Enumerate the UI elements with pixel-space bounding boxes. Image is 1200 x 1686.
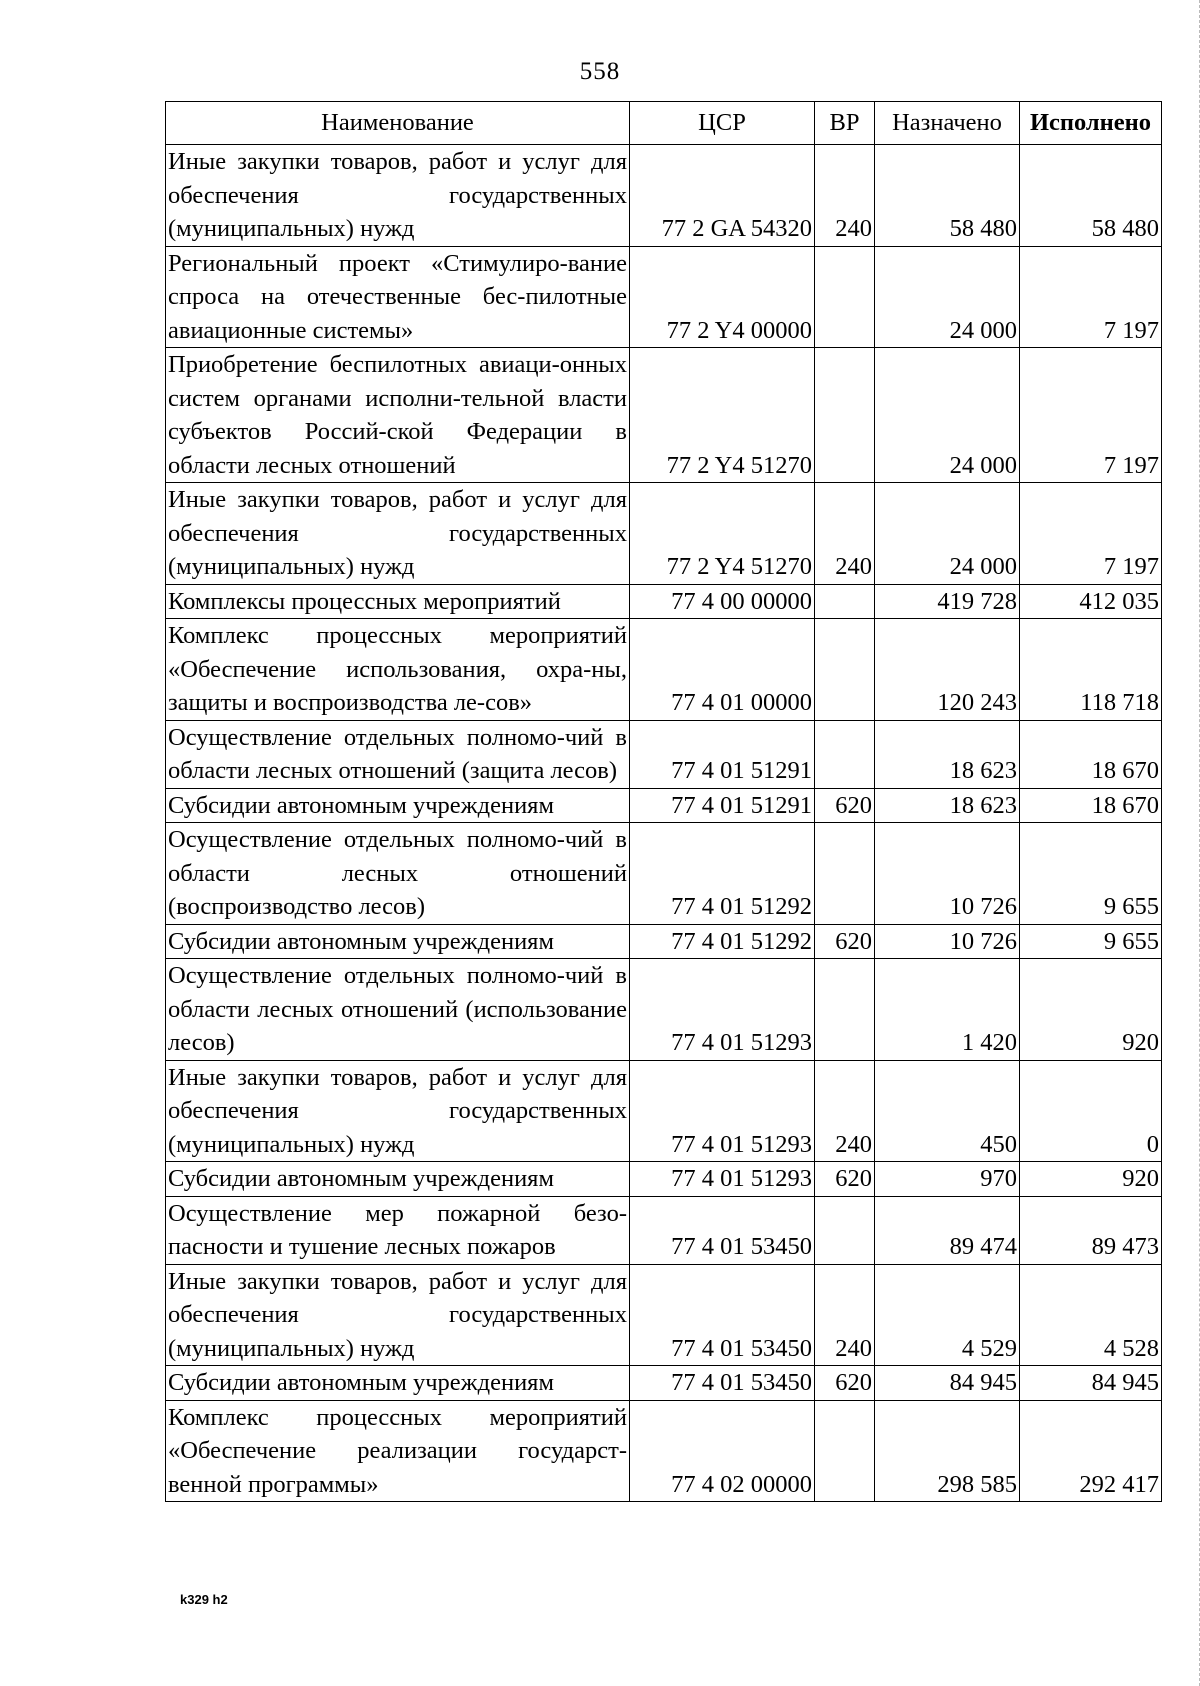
row-name: Субсидии автономным учреждениям <box>166 788 630 823</box>
row-name: Иные закупки товаров, работ и услуг для обеспечения государственных (муниципальных) нужд <box>166 1060 630 1162</box>
row-vr-code <box>815 823 875 925</box>
row-vr-code <box>815 619 875 721</box>
row-executed-amount: 58 480 <box>1020 145 1162 247</box>
row-executed-amount: 118 718 <box>1020 619 1162 721</box>
row-executed-amount: 7 197 <box>1020 483 1162 585</box>
row-name: Иные закупки товаров, работ и услуг для обеспечения государственных (муниципальных) нужд <box>166 145 630 247</box>
row-executed-amount: 84 945 <box>1020 1366 1162 1401</box>
row-csr-code: 77 4 01 53450 <box>630 1196 815 1264</box>
row-name: Субсидии автономным учреждениям <box>166 1162 630 1197</box>
row-csr-code: 77 4 01 00000 <box>630 619 815 721</box>
row-vr-code: 240 <box>815 1264 875 1366</box>
table-row <box>166 619 1162 721</box>
table-header-row <box>166 102 1162 145</box>
row-vr-code <box>815 584 875 619</box>
table-row <box>166 1060 1162 1162</box>
header-executed: Исполнено <box>1020 102 1162 145</box>
row-assigned-amount: 18 623 <box>875 788 1020 823</box>
row-csr-code: 77 4 01 51293 <box>630 959 815 1061</box>
row-csr-code: 77 4 01 51291 <box>630 788 815 823</box>
row-name: Комплекс процессных мероприятий «Обеспечение реализации государст-венной программы» <box>166 1400 630 1502</box>
row-executed-amount: 9 655 <box>1020 924 1162 959</box>
row-name: Комплекс процессных мероприятий «Обеспечение использования, охра-ны, защиты и воспроизводства ле-сов» <box>166 619 630 721</box>
row-name: Приобретение беспилотных авиаци-онных систем органами исполни-тельной власти субъектов Россий-ской Федерации в области лесных отношений <box>166 348 630 483</box>
row-name: Осуществление мер пожарной безо-пасности и тушение лесных пожаров <box>166 1196 630 1264</box>
table-row <box>166 246 1162 348</box>
row-executed-amount: 7 197 <box>1020 246 1162 348</box>
row-csr-code: 77 2 Y4 51270 <box>630 348 815 483</box>
table-row <box>166 348 1162 483</box>
table-row <box>166 483 1162 585</box>
row-vr-code: 620 <box>815 1162 875 1197</box>
row-name: Комплексы процессных мероприятий <box>166 584 630 619</box>
table-row <box>166 1366 1162 1401</box>
row-executed-amount: 292 417 <box>1020 1400 1162 1502</box>
header-csr: ЦСР <box>630 102 815 145</box>
footer-code: k329 h2 <box>180 1592 228 1607</box>
table-row <box>166 1196 1162 1264</box>
row-vr-code: 620 <box>815 788 875 823</box>
row-assigned-amount: 84 945 <box>875 1366 1020 1401</box>
table-row <box>166 584 1162 619</box>
row-vr-code <box>815 348 875 483</box>
row-csr-code: 77 4 01 51292 <box>630 924 815 959</box>
table-row <box>166 788 1162 823</box>
row-assigned-amount: 120 243 <box>875 619 1020 721</box>
row-assigned-amount: 4 529 <box>875 1264 1020 1366</box>
row-csr-code: 77 4 01 53450 <box>630 1264 815 1366</box>
table-row <box>166 1162 1162 1197</box>
row-name: Осуществление отдельных полномо-чий в области лесных отношений (использование лесов) <box>166 959 630 1061</box>
header-assigned: Назначено <box>875 102 1020 145</box>
table-row <box>166 1400 1162 1502</box>
row-vr-code: 240 <box>815 1060 875 1162</box>
row-vr-code <box>815 959 875 1061</box>
row-executed-amount: 7 197 <box>1020 348 1162 483</box>
row-csr-code: 77 4 00 00000 <box>630 584 815 619</box>
row-assigned-amount: 419 728 <box>875 584 1020 619</box>
row-csr-code: 77 4 01 53450 <box>630 1366 815 1401</box>
row-name: Осуществление отдельных полномо-чий в области лесных отношений (воспроизводство лесов) <box>166 823 630 925</box>
row-executed-amount: 18 670 <box>1020 788 1162 823</box>
row-csr-code: 77 4 01 51293 <box>630 1060 815 1162</box>
row-name: Региональный проект «Стимулиро-вание спроса на отечественные бес-пилотные авиационные системы» <box>166 246 630 348</box>
row-vr-code: 620 <box>815 1366 875 1401</box>
row-name: Субсидии автономным учреждениям <box>166 1366 630 1401</box>
row-executed-amount: 9 655 <box>1020 823 1162 925</box>
row-vr-code: 240 <box>815 145 875 247</box>
row-csr-code: 77 2 Y4 00000 <box>630 246 815 348</box>
row-csr-code: 77 4 01 51291 <box>630 720 815 788</box>
header-vr: ВР <box>815 102 875 145</box>
row-assigned-amount: 10 726 <box>875 823 1020 925</box>
row-assigned-amount: 450 <box>875 1060 1020 1162</box>
row-csr-code: 77 4 01 51293 <box>630 1162 815 1197</box>
row-vr-code <box>815 1400 875 1502</box>
row-name: Иные закупки товаров, работ и услуг для обеспечения государственных (муниципальных) нужд <box>166 483 630 585</box>
row-name: Осуществление отдельных полномо-чий в области лесных отношений (защита лесов) <box>166 720 630 788</box>
row-vr-code: 240 <box>815 483 875 585</box>
row-assigned-amount: 58 480 <box>875 145 1020 247</box>
row-executed-amount: 89 473 <box>1020 1196 1162 1264</box>
row-assigned-amount: 24 000 <box>875 246 1020 348</box>
row-assigned-amount: 10 726 <box>875 924 1020 959</box>
row-executed-amount: 18 670 <box>1020 720 1162 788</box>
row-csr-code: 77 2 GA 54320 <box>630 145 815 247</box>
table-row <box>166 823 1162 925</box>
row-vr-code: 620 <box>815 924 875 959</box>
row-executed-amount: 920 <box>1020 1162 1162 1197</box>
row-csr-code: 77 4 01 51292 <box>630 823 815 925</box>
row-assigned-amount: 24 000 <box>875 483 1020 585</box>
row-executed-amount: 4 528 <box>1020 1264 1162 1366</box>
table-row <box>166 924 1162 959</box>
row-name: Субсидии автономным учреждениям <box>166 924 630 959</box>
table-row <box>166 720 1162 788</box>
row-executed-amount: 412 035 <box>1020 584 1162 619</box>
row-name: Иные закупки товаров, работ и услуг для обеспечения государственных (муниципальных) нужд <box>166 1264 630 1366</box>
table-row <box>166 145 1162 247</box>
page-number: 558 <box>579 58 621 85</box>
table-row <box>166 959 1162 1061</box>
row-executed-amount: 0 <box>1020 1060 1162 1162</box>
row-csr-code: 77 2 Y4 51270 <box>630 483 815 585</box>
row-assigned-amount: 298 585 <box>875 1400 1020 1502</box>
row-vr-code <box>815 246 875 348</box>
header-name: Наименование <box>166 102 630 145</box>
row-executed-amount: 920 <box>1020 959 1162 1061</box>
row-assigned-amount: 18 623 <box>875 720 1020 788</box>
row-assigned-amount: 1 420 <box>875 959 1020 1061</box>
row-assigned-amount: 970 <box>875 1162 1020 1197</box>
row-assigned-amount: 24 000 <box>875 348 1020 483</box>
budget-table <box>165 101 1162 1502</box>
table-row <box>166 1264 1162 1366</box>
row-csr-code: 77 4 02 00000 <box>630 1400 815 1502</box>
row-vr-code <box>815 1196 875 1264</box>
row-vr-code <box>815 720 875 788</box>
row-assigned-amount: 89 474 <box>875 1196 1020 1264</box>
